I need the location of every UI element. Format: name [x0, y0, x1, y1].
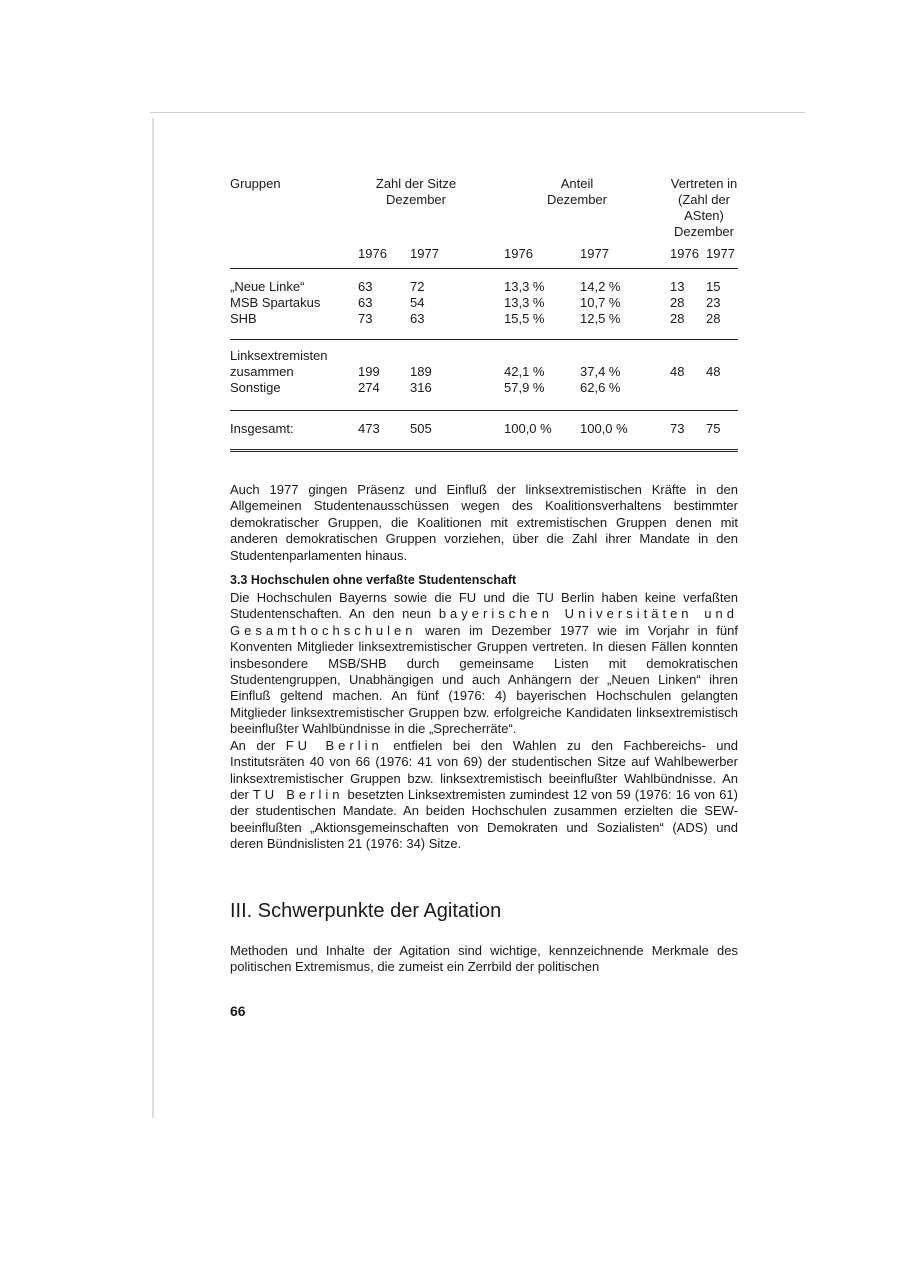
header-gruppen: Gruppen: [230, 176, 281, 191]
table-year-row: 1976 1977 1976 1977 1976 1977: [230, 246, 738, 269]
paragraph-chapter-start: Methoden und Inhalte der Agitation sind wichtige, kennzeichnende Merkmale des politischen Extremismus, die zumeist ein Zerrbild der politischen: [230, 942, 738, 974]
header-vertreten: Vertreten in (Zahl der ASten) Dezember: [670, 176, 738, 239]
table-row: „Neue Linke“ 63 72 13,3 % 14,2 % 13 15: [230, 279, 721, 294]
header-anteil: Anteil Dezember: [547, 176, 607, 207]
chapter-heading: III. Schwerpunkte der Agitation: [230, 899, 502, 922]
paragraph-intro: Auch 1977 gingen Präsenz und Einfluß der linksextremistischen Kräfte in den Allgemeinen Studentenausschüssen wegen des Koalitionsverhaltens bestimmter demokratischer Gruppen, die Koalitionen mit extremistischen Gruppen denen mit anderen demokratischen Gruppen vorziehen, über die Zahl ihrer Mandate in den Studentenparlamenten hinaus.: [230, 482, 738, 563]
table-row: SHB 73 63 15,5 % 12,5 % 28 28: [230, 311, 738, 340]
table-row: MSB Spartakus 63 54 13,3 % 10,7 % 28 23: [230, 295, 721, 310]
scan-edge-top: [150, 112, 805, 113]
header-sitze: Zahl der Sitze Dezember: [375, 176, 457, 207]
paragraph-berlin: An der FU Berlin entfielen bei den Wahlen zu den Fachbereichs- und Institutsräten 40 von 66 (1976: 41 von 69) der studentischen Sitze auf Wahlbewerber linksextremistischer Gruppen bzw. linksextremistisch beeinflußter Wahlbündnisse. An der TU Berlin besetzten Linksextremisten zumindest 12 von 59 (1976: 16 von 61) der studentischen Mandate. An beiden Hochschulen zusammen erzielten die SEW-beeinflußten „Aktionsgemeinschaften von Demokraten und Sozialisten“ (ADS) und deren Bündnislisten 21 (1976: 34) Sitze.: [230, 737, 738, 852]
table-row: Linksextremisten: [230, 348, 328, 363]
scan-edge-left: [152, 118, 154, 1118]
page-content: [230, 176, 738, 1019]
paragraph-bayern: Die Hochschulen Bayerns sowie die FU und die TU Berlin haben keine verfaßten Studentenschaften. An den neun bayerischen Universitäten und Gesamthochschulen waren im Dezember 1977 wie im Vorjahr in fünf Konventen Mitglieder linksextremistischer Gruppen vertreten. In diesen Fällen konnten insbesondere MSB/SHB durch gemeinsame Listen mit demokratischen Studentengruppen, Unabhängigen und auch Anhängern der „Neuen Linken“ ihren Einfluß geltend machen. An fünf (1976: 4) bayerischen Hochschulen gelangten Mitglieder linksextremistischer Gruppen bzw. erfolgreiche Kandidaten linksextremistisch beeinflußter Wahlbündnisse in die „Sprecherräte“.: [230, 590, 738, 737]
table-header-row: [230, 176, 738, 240]
seats-table: [230, 176, 738, 452]
table-row: Sonstige 274 316 57,9 % 62,6 %: [230, 380, 738, 411]
page-number: 66: [230, 1003, 246, 1020]
section-heading-3-3: 3.3 Hochschulen ohne verfaßte Studentenschaft: [230, 573, 517, 588]
table-total-row: Insgesamt: 473 505 100,0 % 100,0 % 73 75: [230, 421, 721, 436]
table-row: zusammen 199 189 42,1 % 37,4 % 48 48: [230, 364, 721, 379]
